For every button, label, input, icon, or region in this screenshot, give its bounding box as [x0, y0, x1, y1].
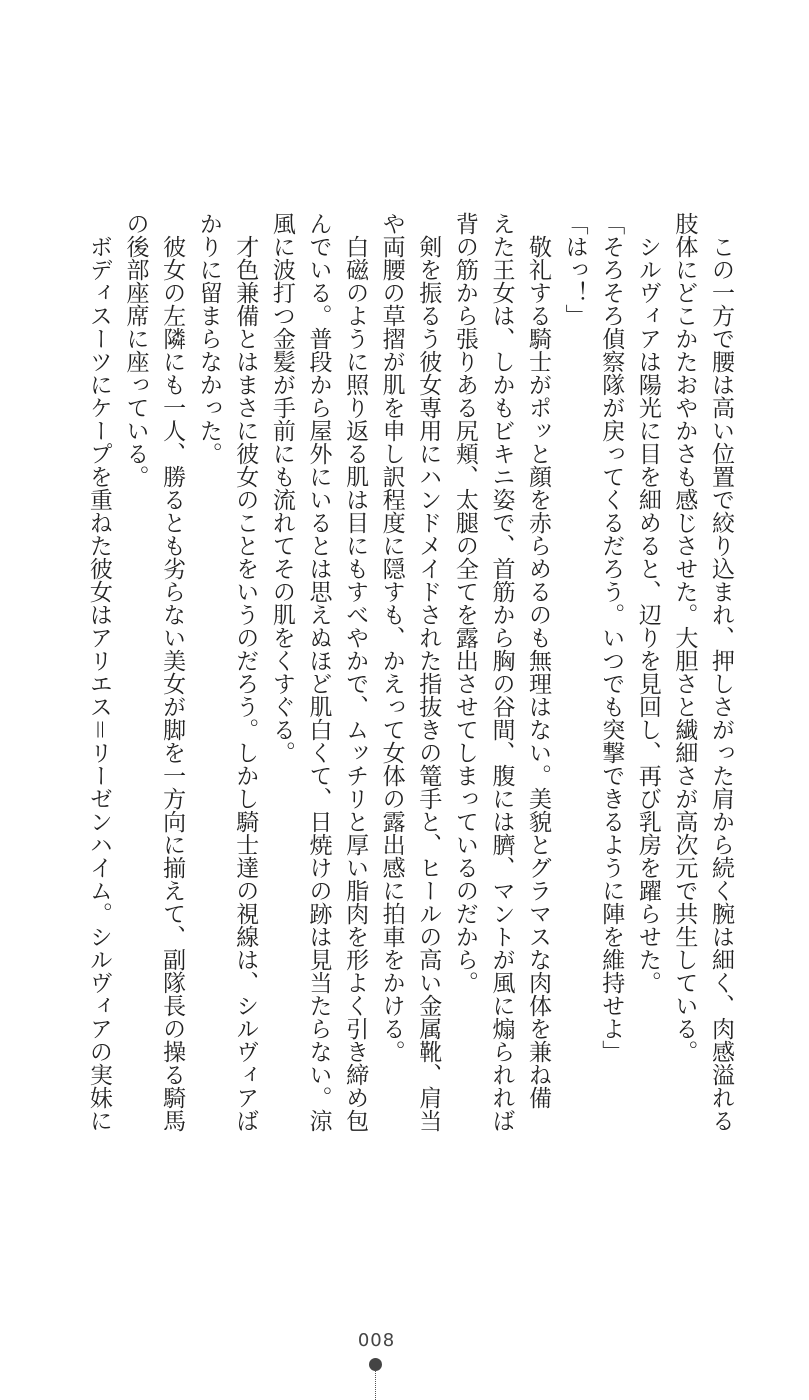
- text-line: 剣を振るう彼女専用にハンドメイドされた指抜きの篭手と、ヒールの高い金属靴、肩当: [415, 235, 442, 1132]
- text-line: えた王女は、しかもビキニ姿で、首筋から胸の谷間、腹には臍、マントが風に煽られれば: [488, 212, 515, 1132]
- text-line: ボディスーツにケープを重ねた彼女はアリエス＝リーゼンハイム。シルヴィアの実妹に: [85, 235, 112, 1132]
- page-marker-line: [375, 1370, 376, 1400]
- text-line: 肢体にどこかたおやかさも感じさせた。大胆さと繊細さが高次元で共生している。: [671, 212, 698, 1063]
- body-text: [69, 212, 739, 1137]
- text-line: シルヴィアは陽光に目を細めると、辺りを見回し、再び乳房を躍らせた。: [634, 235, 661, 994]
- text-line: 「そろそろ偵察隊が戻ってくるだろう。いつでも突撃できるように陣を維持せよ」: [598, 212, 625, 1063]
- text-line: 「はっ！」: [561, 212, 588, 327]
- page-number: 008: [357, 1330, 396, 1351]
- text-line: 風に波打つ金髪が手前にも流れてその肌をくすぐる。: [268, 212, 295, 764]
- text-line: 敬礼する騎士がポッと顔を赤らめるのも無理はない。美貌とグラマスな肉体を兼ね備: [525, 235, 552, 1109]
- text-line: の後部座席に座っている。: [122, 212, 149, 488]
- text-line: 白磁のように照り返る肌は目にもすべやかで、ムッチリと厚い脂肉を形よく引き締め包: [342, 235, 369, 1132]
- text-line: や両腰の草摺が肌を申し訳程度に隠すも、かえって女体の露出感に拍車をかける。: [378, 212, 405, 1063]
- text-line: 彼女の左隣にも一人、勝るとも劣らない美女が脚を一方向に揃えて、副隊長の操る騎馬: [159, 235, 186, 1132]
- text-line: かりに留まらなかった。: [195, 212, 222, 465]
- text-line: 才色兼備とはまさに彼女のことをいうのだろう。しかし騎士達の視線は、シルヴィアば: [232, 235, 259, 1132]
- text-line: 背の筋から張りある尻頬、太腿の全てを露出させてしまっているのだから。: [451, 212, 478, 994]
- text-line: この一方で腰は高い位置で絞り込まれ、押しさがった肩から続く腕は細く、肉感溢れる: [708, 235, 734, 1132]
- text-line: んでいる。普段から屋外にいるとは思えぬほど肌白くて、日焼けの跡は見当たらない。涼: [305, 212, 332, 1132]
